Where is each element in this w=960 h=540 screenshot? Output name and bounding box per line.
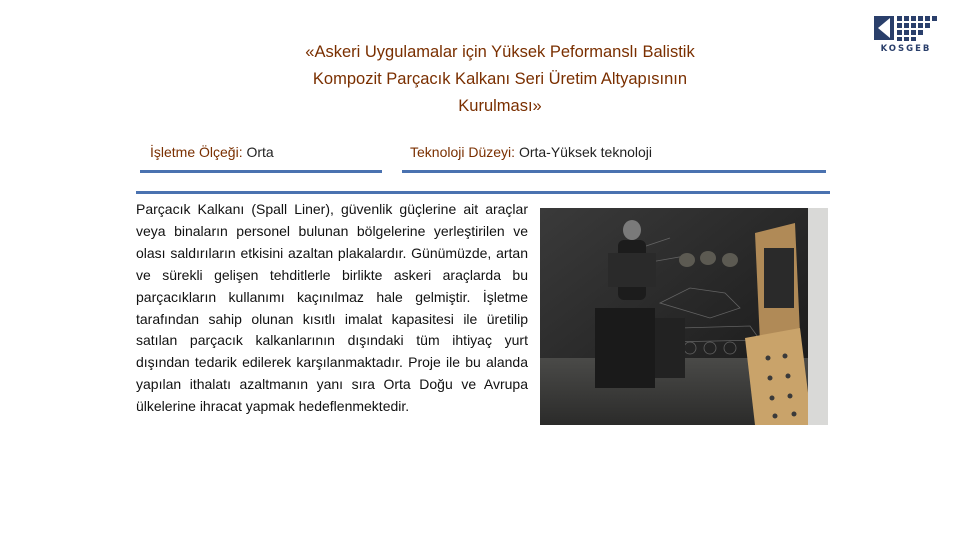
technology-level-label: Teknoloji Düzeyi: — [410, 144, 516, 160]
project-description: Parçacık Kalkanı (Spall Liner), güvenlik güçlerine ait araçlar veya binaların personel bulunan bölgelerine yerleştirilen ve olası saldırıların etkisini azaltan plakalardır. Günümüzde, artan ve sürekli gelişen tehditlerle birlikte askeri araçlarda bu parçacıkların kullanımı kaçınılmaz hale gelmiştir. İşletme tarafından sahip olunan kısıtlı imalat kapasitesi ile üretilip satılan parçacık kalkanlarının dışındaki tüm ihtiyaç yurt dışından tedarik edilerek karşılanmaktadır. Proje ile bu alanda yapılan ithalatı azaltmanın yanı sıra Orta Doğu ve Avrupa ülkelerine ihracat yapmak hedeflenmektedir. — [136, 201, 528, 415]
business-scale-value: Orta — [246, 144, 274, 160]
divider-full — [136, 191, 830, 194]
title-line-1: «Askeri Uygulamalar için Yüksek Peformanslı Balistik — [305, 43, 695, 61]
logo-text: KOSGEB — [880, 44, 932, 54]
kosgeb-logo — [868, 14, 944, 56]
slide-title — [240, 39, 760, 120]
business-scale-label: İşletme Ölçeği: — [150, 144, 243, 160]
product-photo — [540, 208, 828, 425]
exhibition-stand-image — [540, 208, 828, 425]
technology-level — [410, 144, 652, 160]
divider-left — [140, 170, 382, 173]
title-line-3: Kurulması» — [458, 97, 542, 115]
business-scale — [150, 144, 274, 160]
technology-level-value: Orta-Yüksek teknoloji — [518, 144, 653, 160]
divider-right — [402, 170, 826, 173]
title-line-2: Kompozit Parçacık Kalkanı Seri Üretim Altyapısının — [312, 70, 688, 88]
kosgeb-logo-icon — [868, 14, 944, 44]
